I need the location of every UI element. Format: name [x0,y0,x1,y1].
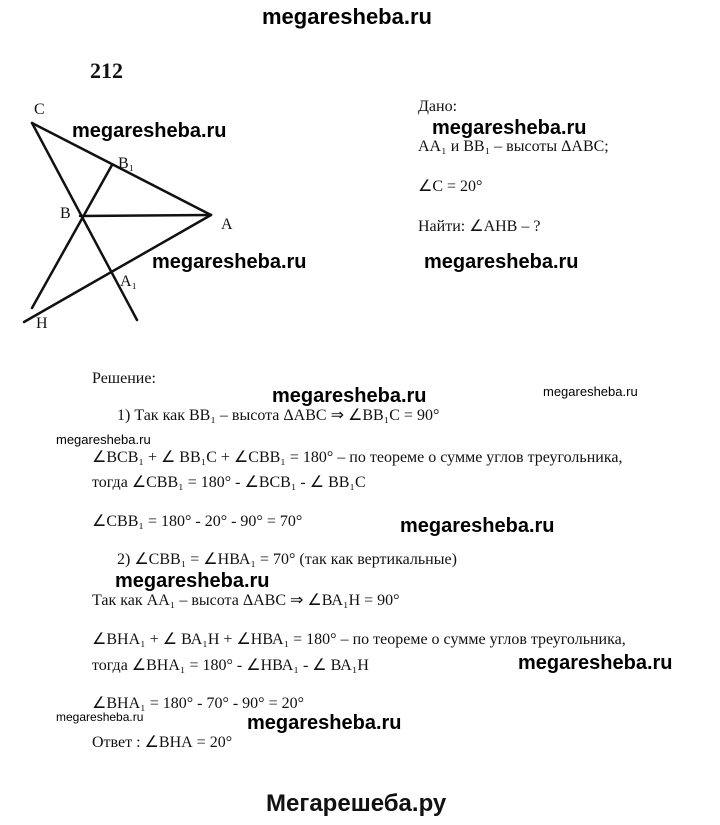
label-b1: B₁ [118,155,135,172]
watermark: megaresheba.ru [432,117,587,139]
given-find: Найти: ∠АНВ – ? [418,218,541,235]
given-line-1: АА₁ и ВВ₁ – высоты ΔАВС; [418,138,609,155]
label-c: C [34,101,45,118]
watermark: megaresheba.ru [400,515,555,537]
problem-number: 212 [90,58,123,83]
watermark: megaresheba.ru [115,570,270,592]
given-line-2: ∠С = 20° [418,178,483,195]
watermark: megaresheba.ru [72,120,227,142]
side-ba [80,215,211,216]
solution-step-1: 1) Так как ВВ₁ – высота ΔАВС ⇒ ∠ВВ₁С = 90° [117,407,440,424]
watermark: megaresheba.ru [272,385,427,407]
solution-line-4: ∠СВВ₁ = 180° - 20° - 90° = 70° [92,513,303,530]
label-b: B [60,205,71,222]
solution-line-6: Так как АА₁ – высота ΔАВС ⇒ ∠ВА₁Н = 90° [92,592,400,609]
line-b1-h [32,165,112,308]
watermark: megaresheba.ru [518,652,673,674]
label-h: H [36,315,48,332]
label-a: A [221,216,233,233]
watermark-small: megaresheba.ru [56,432,151,447]
solution-title: Решение: [92,370,156,387]
watermark: megaresheba.ru [152,251,307,273]
solution-line-9: ∠ВНА₁ = 180° - 70° - 90° = 20° [92,695,304,712]
label-a1: A₁ [120,273,138,290]
watermark: megaresheba.ru [247,712,402,734]
solution-line-3: тогда ∠СВВ₁ = 180° - ∠ВСВ₁ - ∠ ВВ₁С [92,474,366,491]
line-cb-extended [32,123,137,320]
solution-line-2: ∠ВСВ₁ + ∠ ВВ₁С + ∠СВВ₁ = 180° – по теореме о сумме углов треугольника, [92,449,623,466]
watermark-small: megaresheba.ru [56,710,144,724]
watermark-small: megaresheba.ru [543,384,638,399]
footer-brand: Мегарешеба.ру [266,790,447,817]
answer: Ответ : ∠ВНА = 20° [92,734,233,751]
given-title: Дано: [418,98,458,115]
site-header: megaresheba.ru [262,4,432,29]
solution-line-7: ∠ВНА₁ + ∠ ВА₁Н + ∠НВА₁ = 180° – по теореме о сумме углов треугольника, [92,631,626,648]
watermark: megaresheba.ru [424,251,579,273]
solution-step-2: 2) ∠СВВ₁ = ∠НВА₁ = 70° (так как вертикальные) [117,551,457,568]
solution-line-8: тогда ∠ВНА₁ = 180° - ∠НВА₁ - ∠ ВА₁Н [92,657,369,674]
